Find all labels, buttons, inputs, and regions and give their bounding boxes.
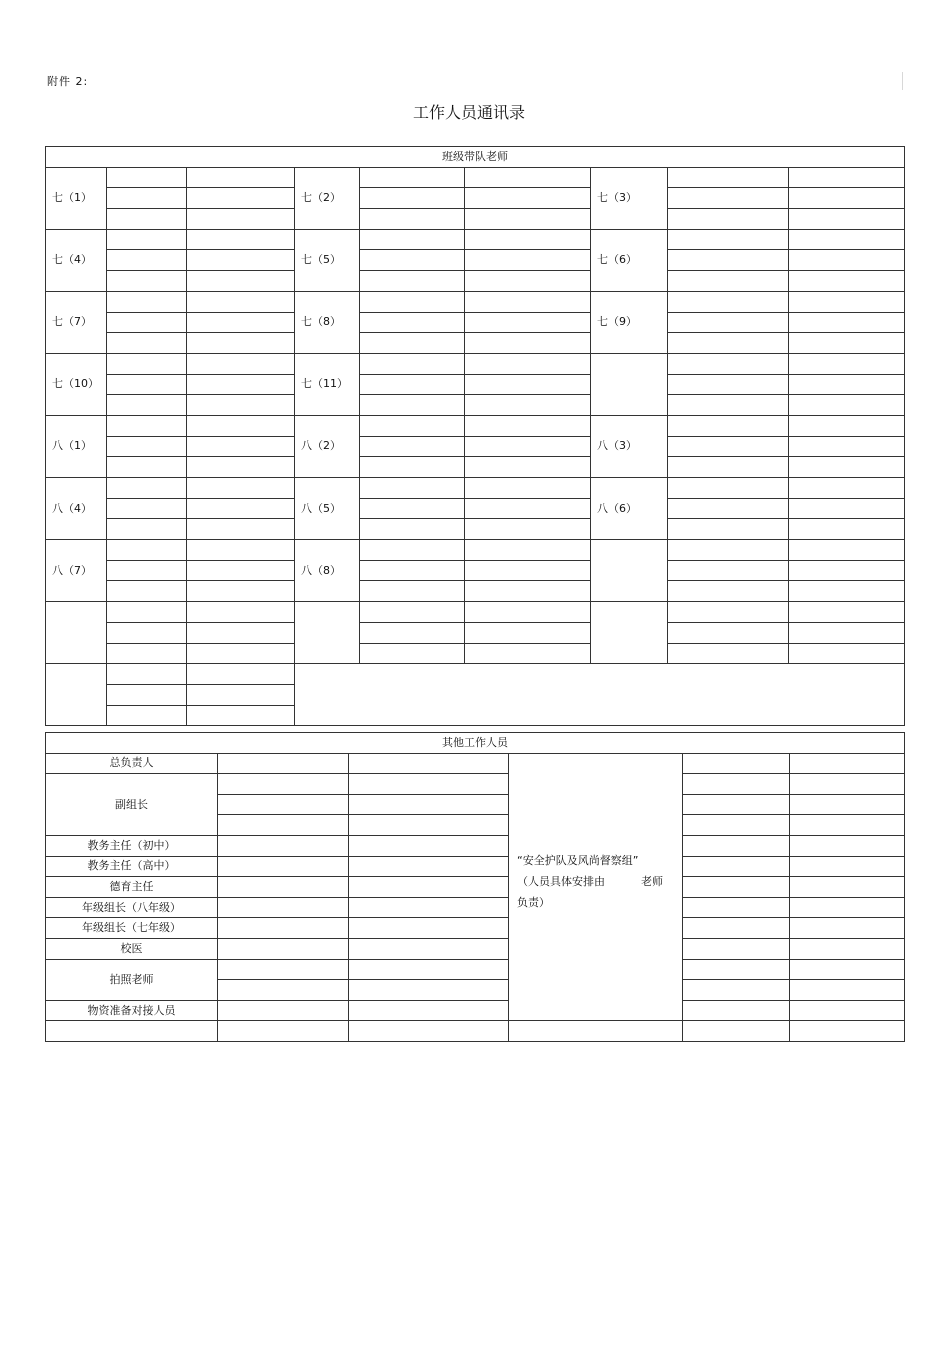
page-edge-mark: [902, 72, 903, 90]
teacher-phone-cell[interactable]: [789, 167, 905, 188]
staff-name-cell[interactable]: [218, 877, 349, 898]
teacher-name-cell[interactable]: [668, 622, 789, 643]
teacher-phone-cell[interactable]: [465, 519, 591, 540]
staff-phone-cell[interactable]: [349, 774, 509, 795]
teacher-name-cell[interactable]: [107, 250, 187, 271]
teacher-name-cell[interactable]: [107, 167, 187, 188]
table-row: [46, 602, 905, 623]
table-row: [46, 209, 905, 230]
staff-name-cell[interactable]: [218, 835, 349, 856]
teacher-phone-cell[interactable]: [465, 374, 591, 395]
table-row: [46, 897, 905, 918]
teacher-name-cell[interactable]: [668, 602, 789, 623]
teacher-phone-cell[interactable]: [187, 602, 295, 623]
table-row: [46, 753, 905, 774]
staff-phone-cell[interactable]: [349, 753, 509, 774]
staff-role-cell[interactable]: [46, 1021, 218, 1042]
teacher-phone-cell[interactable]: [187, 684, 295, 705]
teacher-phone-cell[interactable]: [187, 581, 295, 602]
staff-role-cell: 年级组长（七年级）: [46, 918, 218, 939]
teacher-name-cell[interactable]: [668, 374, 789, 395]
teacher-phone-cell[interactable]: [789, 374, 905, 395]
teacher-name-cell[interactable]: [668, 581, 789, 602]
teacher-name-cell[interactable]: [360, 643, 465, 664]
staff-phone-cell[interactable]: [349, 918, 509, 939]
teacher-name-cell[interactable]: [360, 436, 465, 457]
staff-name-cell[interactable]: [218, 774, 349, 795]
class-label-cell: 七（7）: [46, 291, 107, 353]
table-row: [46, 835, 905, 856]
class-label-cell: 八（3）: [591, 415, 668, 477]
table-row: [46, 643, 905, 664]
group-member-name-cell[interactable]: [683, 877, 790, 898]
group-note-line2b: 老师: [641, 875, 663, 889]
teacher-name-cell[interactable]: [668, 353, 789, 374]
teacher-name-cell[interactable]: [360, 271, 465, 292]
table-row: [46, 918, 905, 939]
other-staff-table: [45, 732, 905, 1042]
group-member-name-cell[interactable]: [683, 794, 790, 815]
teacher-phone-cell[interactable]: [465, 250, 591, 271]
group-member-name-cell[interactable]: [683, 1021, 790, 1042]
teacher-name-cell[interactable]: [360, 395, 465, 416]
teacher-name-cell[interactable]: [107, 581, 187, 602]
teacher-name-cell[interactable]: [360, 291, 465, 312]
teacher-name-cell[interactable]: [107, 395, 187, 416]
teacher-name-cell[interactable]: [668, 333, 789, 354]
group-member-name-cell[interactable]: [683, 938, 790, 959]
teacher-phone-cell[interactable]: [187, 291, 295, 312]
teacher-name-cell[interactable]: [360, 353, 465, 374]
staff-phone-cell[interactable]: [349, 794, 509, 815]
group-note-extra-cell[interactable]: [509, 1021, 683, 1042]
staff-name-cell[interactable]: [218, 897, 349, 918]
teacher-phone-cell[interactable]: [789, 291, 905, 312]
teacher-name-cell[interactable]: [107, 457, 187, 478]
teacher-name-cell[interactable]: [360, 519, 465, 540]
teacher-phone-cell[interactable]: [465, 643, 591, 664]
teacher-phone-cell[interactable]: [465, 581, 591, 602]
teacher-name-cell[interactable]: [360, 540, 465, 561]
staff-phone-cell[interactable]: [349, 1000, 509, 1021]
teacher-name-cell[interactable]: [668, 519, 789, 540]
teacher-phone-cell[interactable]: [789, 436, 905, 457]
staff-role-cell: 德育主任: [46, 877, 218, 898]
teacher-name-cell[interactable]: [668, 643, 789, 664]
teacher-name-cell[interactable]: [107, 560, 187, 581]
teacher-phone-cell[interactable]: [789, 622, 905, 643]
table-row: [46, 312, 905, 333]
group-member-name-cell[interactable]: [683, 753, 790, 774]
teacher-name-cell[interactable]: [107, 622, 187, 643]
teacher-phone-cell[interactable]: [789, 353, 905, 374]
group-member-phone-cell[interactable]: [790, 980, 905, 1001]
staff-phone-cell[interactable]: [349, 856, 509, 877]
teacher-phone-cell[interactable]: [789, 395, 905, 416]
section-class-teachers-header: 班级带队老师: [46, 147, 905, 168]
staff-role-cell: 教务主任（高中）: [46, 856, 218, 877]
staff-phone-cell[interactable]: [349, 877, 509, 898]
teacher-name-cell[interactable]: [107, 436, 187, 457]
group-member-phone-cell[interactable]: [790, 897, 905, 918]
class-label-cell: 七（6）: [591, 229, 668, 291]
teacher-name-cell[interactable]: [107, 353, 187, 374]
class-label-cell: 七（5）: [295, 229, 360, 291]
group-note-cell: [509, 753, 683, 1021]
class-label-cell: [591, 540, 668, 602]
teacher-phone-cell[interactable]: [187, 229, 295, 250]
teacher-name-cell[interactable]: [668, 436, 789, 457]
staff-name-cell[interactable]: [218, 815, 349, 836]
class-label-cell: [591, 602, 668, 664]
staff-name-cell[interactable]: [218, 856, 349, 877]
group-member-phone-cell[interactable]: [790, 835, 905, 856]
group-member-phone-cell[interactable]: [790, 1000, 905, 1021]
teacher-name-cell[interactable]: [668, 167, 789, 188]
teacher-phone-cell[interactable]: [789, 643, 905, 664]
teacher-phone-cell[interactable]: [789, 229, 905, 250]
staff-name-cell[interactable]: [218, 980, 349, 1001]
teacher-phone-cell[interactable]: [465, 188, 591, 209]
teacher-name-cell[interactable]: [360, 415, 465, 436]
table-row: [46, 540, 905, 561]
teacher-name-cell[interactable]: [107, 664, 187, 685]
class-label-cell: 七（4）: [46, 229, 107, 291]
group-member-name-cell[interactable]: [683, 1000, 790, 1021]
group-member-name-cell[interactable]: [683, 856, 790, 877]
teacher-phone-cell[interactable]: [187, 271, 295, 292]
table-row: [46, 774, 905, 795]
group-member-phone-cell[interactable]: [790, 815, 905, 836]
teacher-name-cell[interactable]: [107, 291, 187, 312]
table-row: [46, 664, 905, 685]
table-row: [46, 560, 905, 581]
teacher-phone-cell[interactable]: [465, 291, 591, 312]
teacher-phone-cell[interactable]: [789, 312, 905, 333]
table-row: [46, 1000, 905, 1021]
teacher-phone-cell[interactable]: [789, 250, 905, 271]
class-label-cell: 八（8）: [295, 540, 360, 602]
group-member-phone-cell[interactable]: [790, 856, 905, 877]
group-member-name-cell[interactable]: [683, 835, 790, 856]
teacher-phone-cell[interactable]: [465, 457, 591, 478]
class-label-cell: [295, 602, 360, 664]
teacher-phone-cell[interactable]: [789, 498, 905, 519]
teacher-phone-cell[interactable]: [465, 560, 591, 581]
teacher-phone-cell[interactable]: [187, 436, 295, 457]
table-row: [46, 519, 905, 540]
class-teachers-table: [45, 146, 905, 726]
teacher-name-cell[interactable]: [668, 188, 789, 209]
group-member-phone-cell[interactable]: [790, 877, 905, 898]
teacher-phone-cell[interactable]: [789, 560, 905, 581]
group-member-name-cell[interactable]: [683, 918, 790, 939]
teacher-name-cell[interactable]: [107, 498, 187, 519]
teacher-phone-cell[interactable]: [465, 540, 591, 561]
class-label-cell: 七（2）: [295, 167, 360, 229]
staff-name-cell[interactable]: [218, 753, 349, 774]
teacher-name-cell[interactable]: [668, 271, 789, 292]
teacher-phone-cell[interactable]: [187, 457, 295, 478]
group-member-phone-cell[interactable]: [790, 774, 905, 795]
staff-role-cell: 教务主任（初中）: [46, 835, 218, 856]
teacher-phone-cell[interactable]: [187, 209, 295, 230]
staff-phone-cell[interactable]: [349, 938, 509, 959]
class-label-cell: 八（4）: [46, 478, 107, 540]
section-other-staff-header: 其他工作人员: [46, 733, 905, 754]
table-row: [46, 436, 905, 457]
teacher-phone-cell[interactable]: [465, 395, 591, 416]
teacher-phone-cell[interactable]: [187, 353, 295, 374]
teacher-name-cell[interactable]: [668, 457, 789, 478]
table-row: [46, 395, 905, 416]
group-note-line2a: （人员具体安排由: [517, 875, 605, 889]
staff-phone-cell[interactable]: [349, 980, 509, 1001]
table-row: [46, 498, 905, 519]
teacher-name-cell[interactable]: [360, 457, 465, 478]
teacher-phone-cell[interactable]: [789, 519, 905, 540]
teacher-name-cell[interactable]: [668, 540, 789, 561]
teacher-name-cell[interactable]: [360, 374, 465, 395]
teacher-phone-cell[interactable]: [789, 188, 905, 209]
teacher-name-cell[interactable]: [360, 188, 465, 209]
table-row: [46, 856, 905, 877]
staff-role-cell: 总负责人: [46, 753, 218, 774]
group-member-phone-cell[interactable]: [790, 753, 905, 774]
teacher-phone-cell[interactable]: [187, 478, 295, 499]
teacher-name-cell[interactable]: [668, 291, 789, 312]
group-member-phone-cell[interactable]: [790, 794, 905, 815]
teacher-name-cell[interactable]: [107, 643, 187, 664]
staff-name-cell[interactable]: [218, 918, 349, 939]
staff-name-cell[interactable]: [218, 794, 349, 815]
class-label-cell: 七（10）: [46, 353, 107, 415]
class-label-cell: 八（7）: [46, 540, 107, 602]
teacher-phone-cell[interactable]: [465, 498, 591, 519]
class-label-cell: [46, 664, 107, 726]
class-label-cell: 八（6）: [591, 478, 668, 540]
staff-role-cell: 物资准备对接人员: [46, 1000, 218, 1021]
teacher-name-cell[interactable]: [107, 333, 187, 354]
table-row: [46, 1021, 905, 1042]
teacher-phone-cell[interactable]: [187, 333, 295, 354]
class-label-cell: 七（9）: [591, 291, 668, 353]
class-label-cell: 七（8）: [295, 291, 360, 353]
staff-name-cell[interactable]: [218, 1000, 349, 1021]
teacher-name-cell[interactable]: [668, 209, 789, 230]
teacher-name-cell[interactable]: [107, 705, 187, 726]
group-member-phone-cell[interactable]: [790, 1021, 905, 1042]
teacher-phone-cell[interactable]: [465, 602, 591, 623]
staff-phone-cell[interactable]: [349, 1021, 509, 1042]
staff-role-cell: 年级组长（八年级）: [46, 897, 218, 918]
group-member-phone-cell[interactable]: [790, 959, 905, 980]
class-label-cell: [591, 353, 668, 415]
teacher-phone-cell[interactable]: [465, 209, 591, 230]
teacher-phone-cell[interactable]: [187, 188, 295, 209]
table-row: [46, 457, 905, 478]
staff-phone-cell[interactable]: [349, 897, 509, 918]
table-row: [46, 938, 905, 959]
teacher-name-cell[interactable]: [360, 167, 465, 188]
teacher-name-cell[interactable]: [107, 415, 187, 436]
teacher-name-cell[interactable]: [668, 415, 789, 436]
teacher-name-cell[interactable]: [668, 478, 789, 499]
teacher-name-cell[interactable]: [107, 209, 187, 230]
group-member-phone-cell[interactable]: [790, 938, 905, 959]
teacher-phone-cell[interactable]: [465, 622, 591, 643]
teacher-phone-cell[interactable]: [465, 478, 591, 499]
teacher-name-cell[interactable]: [668, 560, 789, 581]
teacher-phone-cell[interactable]: [187, 622, 295, 643]
staff-role-cell: 校医: [46, 938, 218, 959]
table-row: [46, 374, 905, 395]
class-label-cell: 七（3）: [591, 167, 668, 229]
teacher-phone-cell[interactable]: [789, 602, 905, 623]
group-member-name-cell[interactable]: [683, 897, 790, 918]
teacher-name-cell[interactable]: [668, 498, 789, 519]
class-label-cell: 七（1）: [46, 167, 107, 229]
teacher-name-cell[interactable]: [360, 209, 465, 230]
group-member-phone-cell[interactable]: [790, 918, 905, 939]
teacher-phone-cell[interactable]: [187, 705, 295, 726]
teacher-name-cell[interactable]: [360, 602, 465, 623]
table-row: [46, 229, 905, 250]
teacher-phone-cell[interactable]: [465, 167, 591, 188]
teacher-phone-cell[interactable]: [187, 664, 295, 685]
teacher-phone-cell[interactable]: [187, 519, 295, 540]
group-member-name-cell[interactable]: [683, 774, 790, 795]
table-row: [46, 877, 905, 898]
teacher-phone-cell[interactable]: [465, 312, 591, 333]
page-title: 工作人员通讯录: [412, 103, 525, 122]
teacher-phone-cell[interactable]: [465, 436, 591, 457]
teacher-name-cell[interactable]: [360, 622, 465, 643]
teacher-name-cell[interactable]: [107, 229, 187, 250]
teacher-name-cell[interactable]: [107, 540, 187, 561]
teacher-phone-cell[interactable]: [187, 167, 295, 188]
teacher-phone-cell[interactable]: [789, 581, 905, 602]
teacher-name-cell[interactable]: [668, 250, 789, 271]
group-member-name-cell[interactable]: [683, 959, 790, 980]
teacher-phone-cell[interactable]: [789, 415, 905, 436]
teacher-name-cell[interactable]: [360, 581, 465, 602]
teacher-name-cell[interactable]: [360, 560, 465, 581]
teacher-name-cell[interactable]: [107, 271, 187, 292]
staff-phone-cell[interactable]: [349, 835, 509, 856]
table-row: [46, 415, 905, 436]
group-note-line3: 负责）: [517, 896, 550, 910]
class-label-cell: 八（5）: [295, 478, 360, 540]
teacher-name-cell[interactable]: [668, 312, 789, 333]
staff-role-cell: 副组长: [46, 774, 218, 836]
teacher-name-cell[interactable]: [360, 498, 465, 519]
table-row: [46, 271, 905, 292]
teacher-phone-cell[interactable]: [187, 374, 295, 395]
group-member-name-cell[interactable]: [683, 815, 790, 836]
teacher-name-cell[interactable]: [107, 684, 187, 705]
teacher-phone-cell[interactable]: [465, 271, 591, 292]
table-row: [46, 291, 905, 312]
table-row: [46, 478, 905, 499]
teacher-phone-cell[interactable]: [187, 395, 295, 416]
class-label-cell: 八（2）: [295, 415, 360, 477]
teacher-phone-cell[interactable]: [465, 229, 591, 250]
teacher-phone-cell[interactable]: [789, 271, 905, 292]
teacher-phone-cell[interactable]: [465, 415, 591, 436]
teacher-phone-cell[interactable]: [789, 478, 905, 499]
teacher-name-cell[interactable]: [668, 395, 789, 416]
teacher-phone-cell[interactable]: [187, 540, 295, 561]
table-row: [46, 333, 905, 354]
teacher-phone-cell[interactable]: [187, 312, 295, 333]
teacher-phone-cell[interactable]: [465, 333, 591, 354]
teacher-phone-cell[interactable]: [187, 560, 295, 581]
class-label-cell: [46, 602, 107, 664]
teacher-name-cell[interactable]: [360, 312, 465, 333]
teacher-name-cell[interactable]: [107, 519, 187, 540]
blank-area-cell: [295, 664, 905, 726]
teacher-name-cell[interactable]: [107, 312, 187, 333]
table-row: [46, 250, 905, 271]
teacher-name-cell[interactable]: [360, 229, 465, 250]
class-label-cell: 七（11）: [295, 353, 360, 415]
teacher-phone-cell[interactable]: [187, 498, 295, 519]
staff-name-cell[interactable]: [218, 1021, 349, 1042]
teacher-name-cell[interactable]: [107, 478, 187, 499]
class-label-cell: 八（1）: [46, 415, 107, 477]
group-member-name-cell[interactable]: [683, 980, 790, 1001]
teacher-phone-cell[interactable]: [187, 415, 295, 436]
teacher-phone-cell[interactable]: [789, 540, 905, 561]
teacher-name-cell[interactable]: [360, 250, 465, 271]
teacher-phone-cell[interactable]: [465, 353, 591, 374]
table-row: [46, 167, 905, 188]
group-note-title: “安全护队及风尚督察组”: [517, 854, 639, 868]
teacher-name-cell[interactable]: [107, 374, 187, 395]
staff-name-cell[interactable]: [218, 938, 349, 959]
table-row: [46, 581, 905, 602]
table-row: [46, 622, 905, 643]
table-row: [46, 353, 905, 374]
teacher-phone-cell[interactable]: [187, 643, 295, 664]
teacher-name-cell[interactable]: [360, 478, 465, 499]
teacher-phone-cell[interactable]: [789, 457, 905, 478]
staff-role-cell: 拍照老师: [46, 959, 218, 1000]
teacher-name-cell[interactable]: [668, 229, 789, 250]
teacher-name-cell[interactable]: [107, 188, 187, 209]
staff-phone-cell[interactable]: [349, 959, 509, 980]
teacher-name-cell[interactable]: [360, 333, 465, 354]
teacher-phone-cell[interactable]: [187, 250, 295, 271]
table-row: [46, 188, 905, 209]
staff-name-cell[interactable]: [218, 959, 349, 980]
teacher-phone-cell[interactable]: [789, 333, 905, 354]
staff-phone-cell[interactable]: [349, 815, 509, 836]
table-row: [46, 959, 905, 980]
teacher-name-cell[interactable]: [107, 602, 187, 623]
teacher-phone-cell[interactable]: [789, 209, 905, 230]
attachment-label: 附件 2:: [47, 75, 89, 88]
